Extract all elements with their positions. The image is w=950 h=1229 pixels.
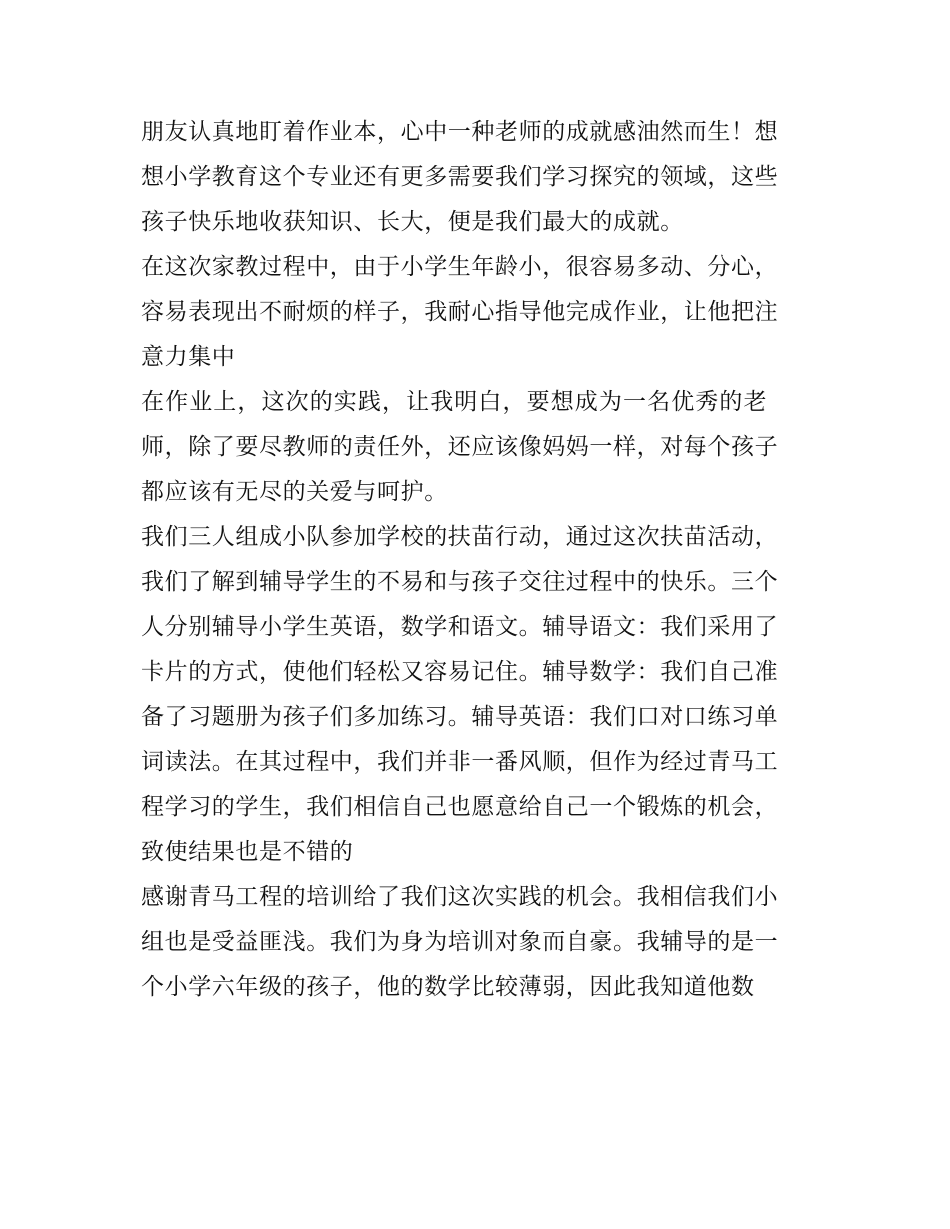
text-line: 我们了解到辅导学生的不易和与孩子交往过程中的快乐。三个 xyxy=(141,569,779,595)
text-line: 容易表现出不耐烦的样子，我耐心指导他完成作业，让他把注 xyxy=(141,299,779,325)
text-line: 组也是受益匪浅。我们为身为培训对象而自豪。我辅导的是一 xyxy=(141,929,779,955)
text-line: 朋友认真地盯着作业本，心中一种老师的成就感油然而生！想 xyxy=(141,119,779,145)
text-line: 孩子快乐地收获知识、长大，便是我们最大的成就。 xyxy=(141,209,684,235)
text-line: 想小学教育这个专业还有更多需要我们学习探究的领域，这些 xyxy=(141,164,779,190)
document-body xyxy=(141,110,821,1010)
text-line: 卡片的方式，使他们轻松又容易记住。辅导数学：我们自己准 xyxy=(141,659,779,685)
text-line: 人分别辅导小学生英语，数学和语文。辅导语文：我们采用了 xyxy=(141,614,779,640)
text-line: 意力集中 xyxy=(141,344,236,370)
text-line: 程学习的学生，我们相信自己也愿意给自己一个锻炼的机会， xyxy=(141,794,779,820)
text-line: 个小学六年级的孩子，他的数学比较薄弱，因此我知道他数 xyxy=(141,974,755,1000)
text-line: 师，除了要尽教师的责任外，还应该像妈妈一样，对每个孩子 xyxy=(141,434,779,460)
text-line: 致使结果也是不错的 xyxy=(141,839,354,865)
text-line: 词读法。在其过程中，我们并非一番风顺，但作为经过青马工 xyxy=(141,749,779,775)
text-line: 在这次家教过程中，由于小学生年龄小，很容易多动、分心， xyxy=(141,254,779,280)
text-line: 都应该有无尽的关爱与呵护。 xyxy=(141,479,448,505)
text-line: 感谢青马工程的培训给了我们这次实践的机会。我相信我们小 xyxy=(141,884,779,910)
text-line: 备了习题册为孩子们多加练习。辅导英语：我们口对口练习单 xyxy=(141,704,779,730)
text-line: 在作业上，这次的实践，让我明白，要想成为一名优秀的老 xyxy=(141,389,768,415)
text-line: 我们三人组成小队参加学校的扶苗行动，通过这次扶苗活动， xyxy=(141,524,779,550)
